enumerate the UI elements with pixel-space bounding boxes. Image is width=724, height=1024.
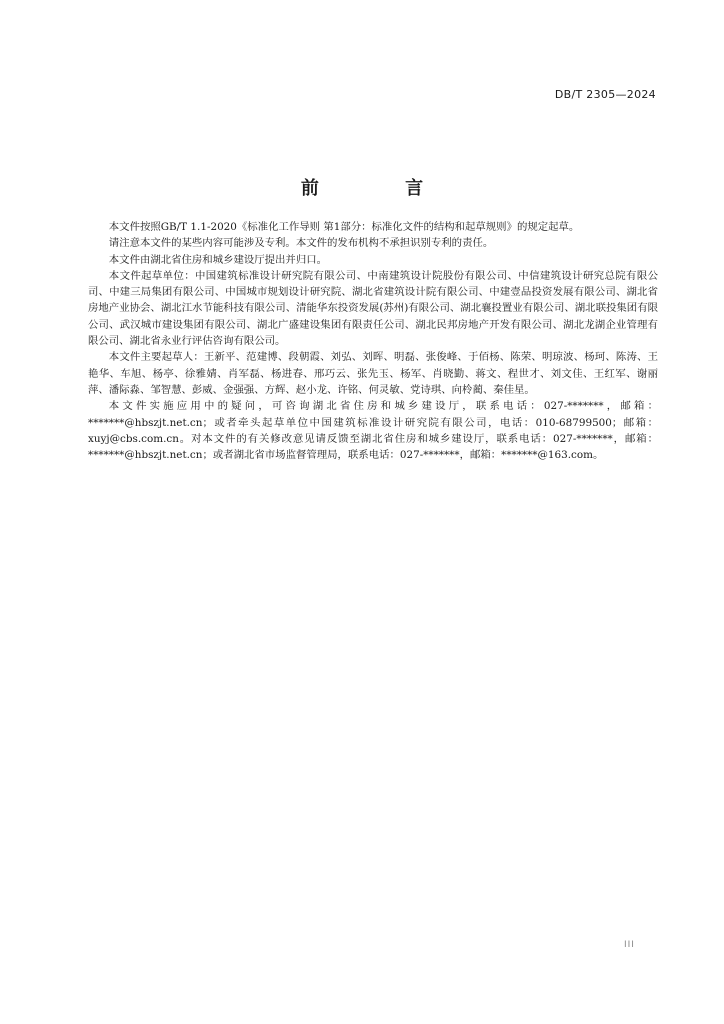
paragraph-drafting-units: 本文件起草单位：中国建筑标准设计研究院有限公司、中南建筑设计院股份有限公司、中信建筑设计研究总院有限公司、中建三局集团有限公司、中国城市规划设计研究院、湖北省建筑设计院有限公司、中建壹品投资发展有限公司、湖北省房地产业协会、湖北江水节能科技有限公司、清能华东投资发展(苏州)有限公司、湖北襄投置业有限公司、湖北联投集团有限公司、武汉城市建设集团有限公司、湖北广盛建设集团有限责任公司、湖北民邦房地产开发有限公司、湖北龙湖企业管理有限公司、湖北省永业行评估咨询有限公司。 [88, 269, 658, 348]
document-code: DB/T 2305—2024 [554, 88, 656, 101]
paragraph-standard-basis: 本文件按照GB/T 1.1-2020《标准化工作导则 第1部分：标准化文件的结构和起草规则》的规定起草。 [108, 221, 580, 233]
document-body [88, 219, 658, 463]
paragraph-proposer: 本文件由湖北省住房和城乡建设厅提出并归口。 [108, 253, 327, 266]
page-title: 前 言 [300, 178, 464, 199]
paragraph-patent-notice: 请注意本文件的某些内容可能涉及专利。本文件的发布机构不承担识别专利的责任。 [108, 237, 494, 250]
paragraph-contact: 本文件实施应用中的疑问，可咨询湖北省住房和城乡建设厅，联系电话：027-*******，邮箱：*******@hbszjt.net.cn；或者牵头起草单位中国建筑标准设计研究院有限公司，电话：010-68799500；邮箱：xuyj@cbs.com.cn。对本文件的有关修改意见请反馈至湖北省住房和城乡建设厅，联系电话：027-*******，邮箱：*******@hbszjt.net.cn；或者湖北省市场监督管理局，联系电话：027-*******，邮箱：*******@163.com。 [88, 400, 658, 462]
paragraph-drafters: 本文件主要起草人：王新平、范建博、段朝霞、刘弘、刘晖、明磊、张俊峰、于佰杨、陈荣、明琼波、杨珂、陈涛、王艳华、车旭、杨亭、徐雅婧、肖军磊、杨进春、邢巧云、张先玉、杨军、肖晓勤、蒋文、程世才、刘文佳、王红军、谢丽萍、潘际淼、邹智慧、彭威、金强强、方辉、赵小龙、许铭、何灵敏、党诗琪、向柃蔺、秦佳星。 [88, 351, 658, 396]
page-number: III [624, 940, 635, 950]
